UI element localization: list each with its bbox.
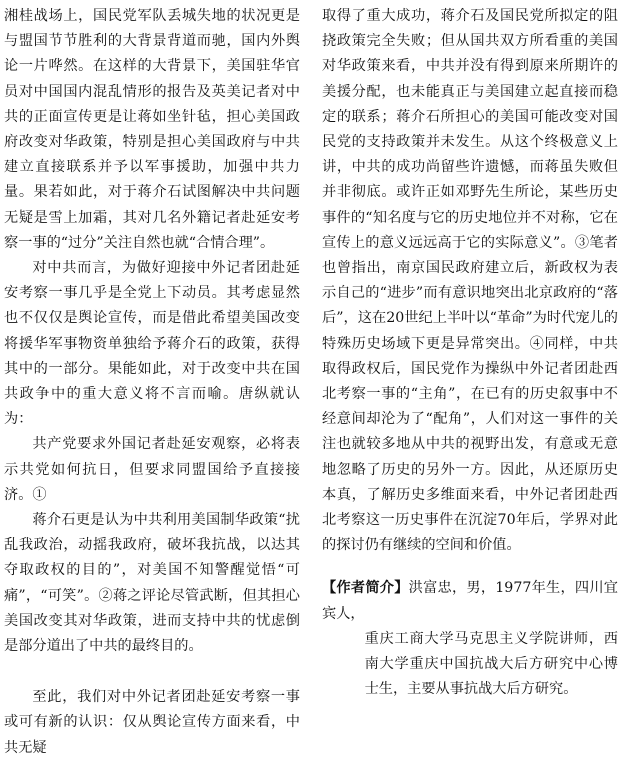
author-bio (322, 576, 618, 702)
left-column (4, 4, 300, 761)
paragraph-cpc-view: 对中共而言，为做好迎接中外记者团赴延安考察一事几乎是全党上下动员。其考虑显然也不仅仅是舆论宣传，而是借此希望美国改变将援华军事物资单独给予蒋介石的政策，获得其中的一部分。果能如此，对于改变中共在国共政争中的重大意义将不言而喻。唐纵就认为： (4, 260, 300, 428)
paragraph-conclusion-start: 至此，我们对中外记者团赴延安考察一事或可有新的认识：仅从舆论宣传方面来看，中共无疑 (4, 689, 300, 756)
author-bio-label: 【作者简介】 (322, 580, 409, 597)
paragraph-gap (4, 659, 300, 685)
paragraph-chiang-view: 蒋介石更是认为中共利用美国制华政策“扰乱我政治，动摇我政府，破坏我抗战，以达其夺取政权的目的”，对美国不知警醒觉悟“可痛”，“可笑”。②蒋之评论尽管武断，但其担心美国改变其对华政策，进而支持中共的忧虑倒是部分道出了中共的最终目的。 (4, 512, 300, 655)
author-bio-line1: 洪富忠，男，1977年生，四川宜宾人， (322, 580, 618, 622)
paragraph-continuation: 湘桂战场上，国民党军队丢城失地的状况更是与盟国节节胜利的大背景背道而驰，国内外舆论一片哗然。在这样的大背景下，美国驻华官员对中国国内混乱情形的报告及英美记者对中共的正面宣传更是让蒋如坐针毡，担心美国政府改变对华政策，特别是担心美国政府与中共建立直接联系并予以军事援助，加强中共力量。果若如此，对于蒋介石试图解决中共问题无疑是雪上加霜，其对几名外籍记者赴延安考察一事的“过分”关注自然也就“合情合理”。 (4, 8, 300, 251)
author-bio-first-line (322, 576, 618, 626)
right-column (322, 4, 618, 702)
author-bio-rest: 重庆工商大学马克思主义学院讲师，西南大学重庆中国抗战大后方研究中心博士生，主要从事抗战大后方研究。 (364, 630, 618, 698)
paragraph-conclusion-continued: 取得了重大成功，蒋介石及国民党所拟定的阻挠政策完全失败；但从国共双方所看重的美国对华政策来看，中共并没有得到原来所期许的美援分配，也未能真正与美国建立起直接而稳定的联系；蒋介石所担心的美国可能改变对国民党的支持政策并未发生。从这个终极意义上讲，中共的成功尚留些许遗憾，而蒋虽失败但并非彻底。或许正如邓野先生所论，某些历史事件的“知名度与它的历史地位并不对称，它在宣传上的意义远远高于它的实际意义”。③笔者也曾指出，南京国民政府建立后，新政权为表示自己的“进步”而有意识地突出北京政府的“落后”，这在20世纪上半叶以“革命”为时代宠儿的特殊历史场域下更是异常突出。④同样，中共取得政权后，国民党作为操纵中外记者团赴西北考察一事的“主角”，在已有的历史叙事中不经意间却沦为了“配角”，人们对这一事件的关注也就较多地从中共的视野出发，有意或无意地忽略了历史的另外一方。因此，从还原历史本真，了解历史多维面来看，中外记者团赴西北考察这一历史事件在沉淀70年后，学界对此的探讨仍有继续的空间和价值。 (322, 8, 618, 554)
block-quote-tang-zong: 共产党要求外国记者赴延安观察，必将表示共党如何抗日，但要求同盟国给予直接接济。① (4, 436, 300, 503)
